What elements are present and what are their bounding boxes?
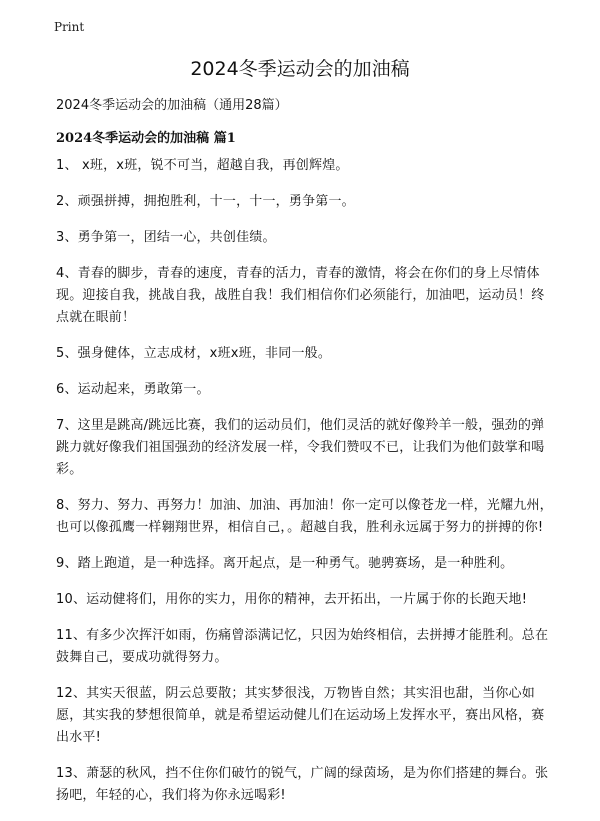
paragraph-1: 1、 x班，x班，锐不可当，超越自我，再创辉煌。 <box>56 158 349 173</box>
print-label[interactable]: Print <box>54 20 85 34</box>
article-body <box>56 155 554 821</box>
paragraph-10: 10、运动健将们，用你的实力，用你的精神，去开拓出，一片属于你的长跑天地! <box>56 592 528 607</box>
paragraph-6: 6、运动起来，勇敢第一。 <box>56 382 210 397</box>
paragraph-7: 7、这里是跳高/跳远比赛，我们的运动员们，他们灵活的就好像羚羊一般，强劲的弹跳力就好像我们祖国强劲的经济发展一样，令我们赞叹不已，让我们为他们鼓掌和喝彩。 <box>56 418 545 477</box>
paragraph-12: 12、其实天很蓝，阴云总要散；其实梦很浅，万物皆自然；其实泪也甜，当你心如愿，其实我的梦想很简单，就是希望运动健儿们在运动场上发挥水平，赛出风格，赛出水平! <box>56 686 545 745</box>
paragraph-4: 4、青春的脚步，青春的速度，青春的活力，青春的激情，将会在你们的身上尽情体现。迎接自我，挑战自我，战胜自我！我们相信你们必须能行，加油吧，运动员！终点就在眼前！ <box>56 266 545 325</box>
paragraph-9: 9、踏上跑道，是一种选择。离开起点，是一种勇气。驰骋赛场，是一种胜利。 <box>56 556 514 571</box>
paragraph-2: 2、顽强拼搏，拥抱胜利，十一，十一，勇争第一。 <box>56 194 355 209</box>
paragraph-8: 8、努力、努力、再努力！加油、加油、再加油！你一定可以像苍龙一样，光耀九州，也可以像孤鹰一样翱翔世界，相信自己，。超越自我，胜利永远属于努力的拼搏的你! <box>56 498 553 535</box>
page-title: 2024冬季运动会的加油稿 <box>190 58 410 80</box>
paragraph-11: 11、有多少次挥汗如雨，伤痛曾添满记忆，只因为始终相信，去拼搏才能胜利。总在鼓舞自己，要成功就得努力。 <box>56 628 549 665</box>
document-subtitle: 2024冬季运动会的加油稿（通用28篇） <box>56 98 288 113</box>
paragraph-5: 5、强身健体，立志成材，x班x班，非同一般。 <box>56 346 332 361</box>
section-heading: 2024冬季运动会的加油稿 篇1 <box>56 131 236 146</box>
paragraph-13: 13、萧瑟的秋风，挡不住你们破竹的锐气，广阔的绿茵场，是为你们搭建的舞台。张扬吧，年轻的心，我们将为你永远喝彩! <box>56 766 549 803</box>
paragraph-3: 3、勇争第一，团结一心，共创佳绩。 <box>56 230 276 245</box>
